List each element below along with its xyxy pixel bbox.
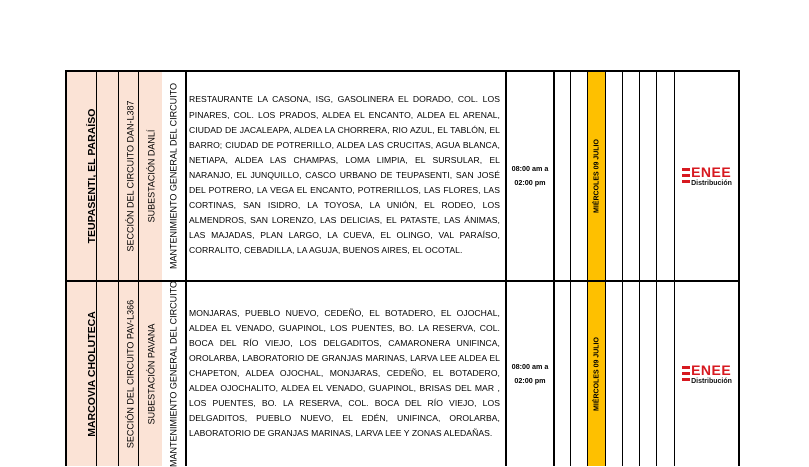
circuit-section-label: SECCIÓN DEL CIRCUITO PAV-L366 xyxy=(125,299,135,448)
logo-subtitle: Distribución xyxy=(691,179,732,187)
time-end: 02:00 pm xyxy=(514,177,546,187)
time-end: 02:00 pm xyxy=(514,375,546,385)
logo-brand: ENEE xyxy=(691,163,732,180)
region-label: MARCOVIA CHOLUTECA xyxy=(85,310,98,437)
affected-areas-text: MONJARAS, PUEBLO NUEVO, CEDEÑO, EL BOTADERO, EL OJOCHAL, ALDEA EL VENADO, GUAPINOL, LOS PUENTES, BO. LA RESERVA, COL. BOCA DEL RÍO VIEJO, LOS DELGADITOS, CAMARONERA UNIFINCA, OROLARBA, LABORATORIO DE GRANJAS MARINAS, LARVA LEE ALDEA EL CHAPETON, ALDEA OJOCHAL, MONJARAS, CEDEÑO, EL BOTADERO, ALDEA OJOCHALITO, ALDEA EL VENADO, GUAPINOL, BRISAS DEL MAR , LOS PUENTES, BO. LA RESERVA, COL. BOCA DEL RÍO VIEJO, LOS DELGADITOS, PUEBLO NUEVO, EL EDÉN, UNIFINCA, OROLARBA, LABORATORIO DE GRANJAS MARINAS, LARVA LEE Y ZONAS ALEDAÑAS. xyxy=(189,307,500,439)
time-start: 08:00 am a xyxy=(511,361,549,371)
logo-subtitle: Distribución xyxy=(691,377,732,385)
region-label: TEUPASENTI, EL PARAÍSO xyxy=(85,108,98,243)
substation-label: SUBESTACIÓN DANLÍ xyxy=(146,129,157,222)
time-start: 08:00 am a xyxy=(511,163,549,173)
logo-brand: ENEE xyxy=(691,361,732,378)
substation-label: SUBESTACIÓN PAVANA xyxy=(146,323,157,424)
day-label: MIÉRCOLES 09 JULIO xyxy=(593,138,601,213)
circuit-section-label: SECCIÓN DEL CIRCUITO DAN-L387 xyxy=(125,99,135,252)
affected-areas-text: RESTAURANTE LA CASONA, ISG, GASOLINERA EL DORADO, COL. LOS PINARES, COL. LOS PRADOS, ALDEA EL ENCANTO, ALDEA EL ARENAL, CIUDAD DE JACALEAPA, ALDEA LA CHORRERA, RIO AZUL, EL TABLÓN, EL BARRO; CIUDAD DE POTRERILLO, ALDEA LAS CRUCITAS, AGUA BLANCA, NETIAPA, ALDEA LAS CHAMPAS, LOMA LIMPIA, EL SURSULAR, EL NARANJO, EL JUNQUILLO, CASCO URBANO DE TEUPASENTI, SAN JOSÉ DEL POTRERO, LA VEGA EL ENCANTO, POTRERILLOS, LAS FLORES, LAS CORTINAS, SAN ISIDRO, LA TOYOSA, LA UNIÓN, EL RODEO, LOS ALMENDROS, SAN LORENZO, LAS DELICIAS, EL PATASTE, LAS ÁNIMAS, LAS MAJADAS, PLAN LARGO, LA CUEVA, EL OLINGO, VAL PARAÍSO, CORRALITO, CEBADILLA, LA AGUJA, BUENOS AIRES, EL OCOTAL. xyxy=(189,94,500,256)
day-label: MIÉRCOLES 09 JULIO xyxy=(593,336,601,411)
work-type-label: MANTENIMIENTO GENERAL DEL CIRCUITO xyxy=(168,82,179,269)
work-type-label: MANTENIMIENTO GENERAL DEL CIRCUITO xyxy=(168,280,179,467)
column-lines xyxy=(0,70,809,466)
